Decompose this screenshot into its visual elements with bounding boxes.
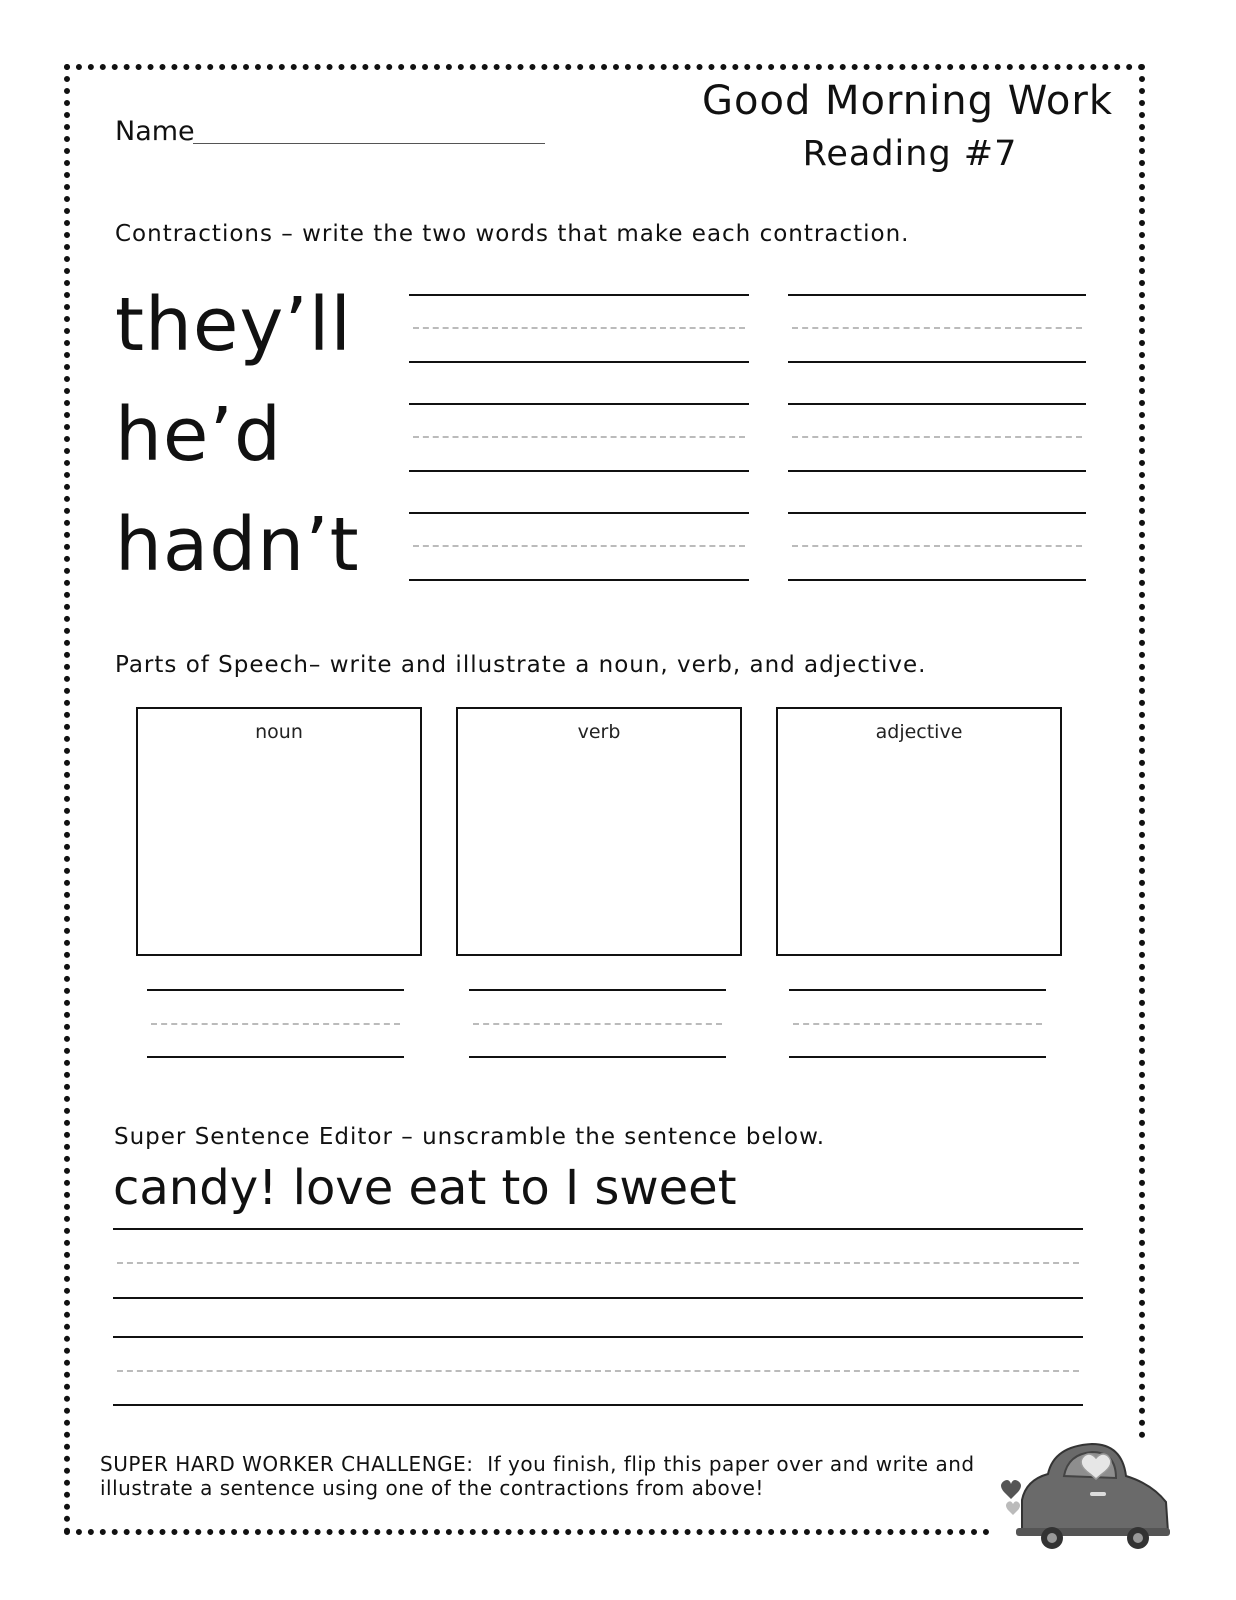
contraction-word-1: they’ll	[115, 282, 352, 368]
noun-illustration-box[interactable]	[136, 707, 422, 956]
contraction-word-2: he’d	[115, 392, 282, 478]
parts-of-speech-instruction: Parts of Speech– write and illustrate a noun, verb, and adjective.	[115, 652, 927, 678]
sentence-editor-instruction: Super Sentence Editor – unscramble the sentence below.	[114, 1124, 826, 1150]
adjective-box-label: adjective	[875, 721, 963, 743]
verb-box-label: verb	[577, 721, 621, 743]
page-subtitle: Reading #7	[802, 134, 1018, 174]
adjective-illustration-box[interactable]	[776, 707, 1062, 956]
car-with-heart-icon	[992, 1440, 1172, 1554]
noun-box-label: noun	[255, 721, 303, 743]
challenge-line-2: illustrate a sentence using one of the contractions from above!	[100, 1476, 764, 1500]
name-label: Name	[115, 116, 195, 147]
name-write-line[interactable]	[193, 143, 545, 144]
scrambled-sentence: candy! love eat to I sweet	[113, 1160, 737, 1216]
verb-illustration-box[interactable]	[456, 707, 742, 956]
page-title: Good Morning Work	[702, 78, 1113, 124]
challenge-text	[100, 1452, 980, 1500]
challenge-line-1: SUPER HARD WORKER CHALLENGE: If you finish, flip this paper over and write and	[100, 1452, 975, 1476]
contraction-word-3: hadn’t	[115, 502, 360, 588]
contractions-instruction: Contractions – write the two words that make each contraction.	[115, 221, 910, 247]
